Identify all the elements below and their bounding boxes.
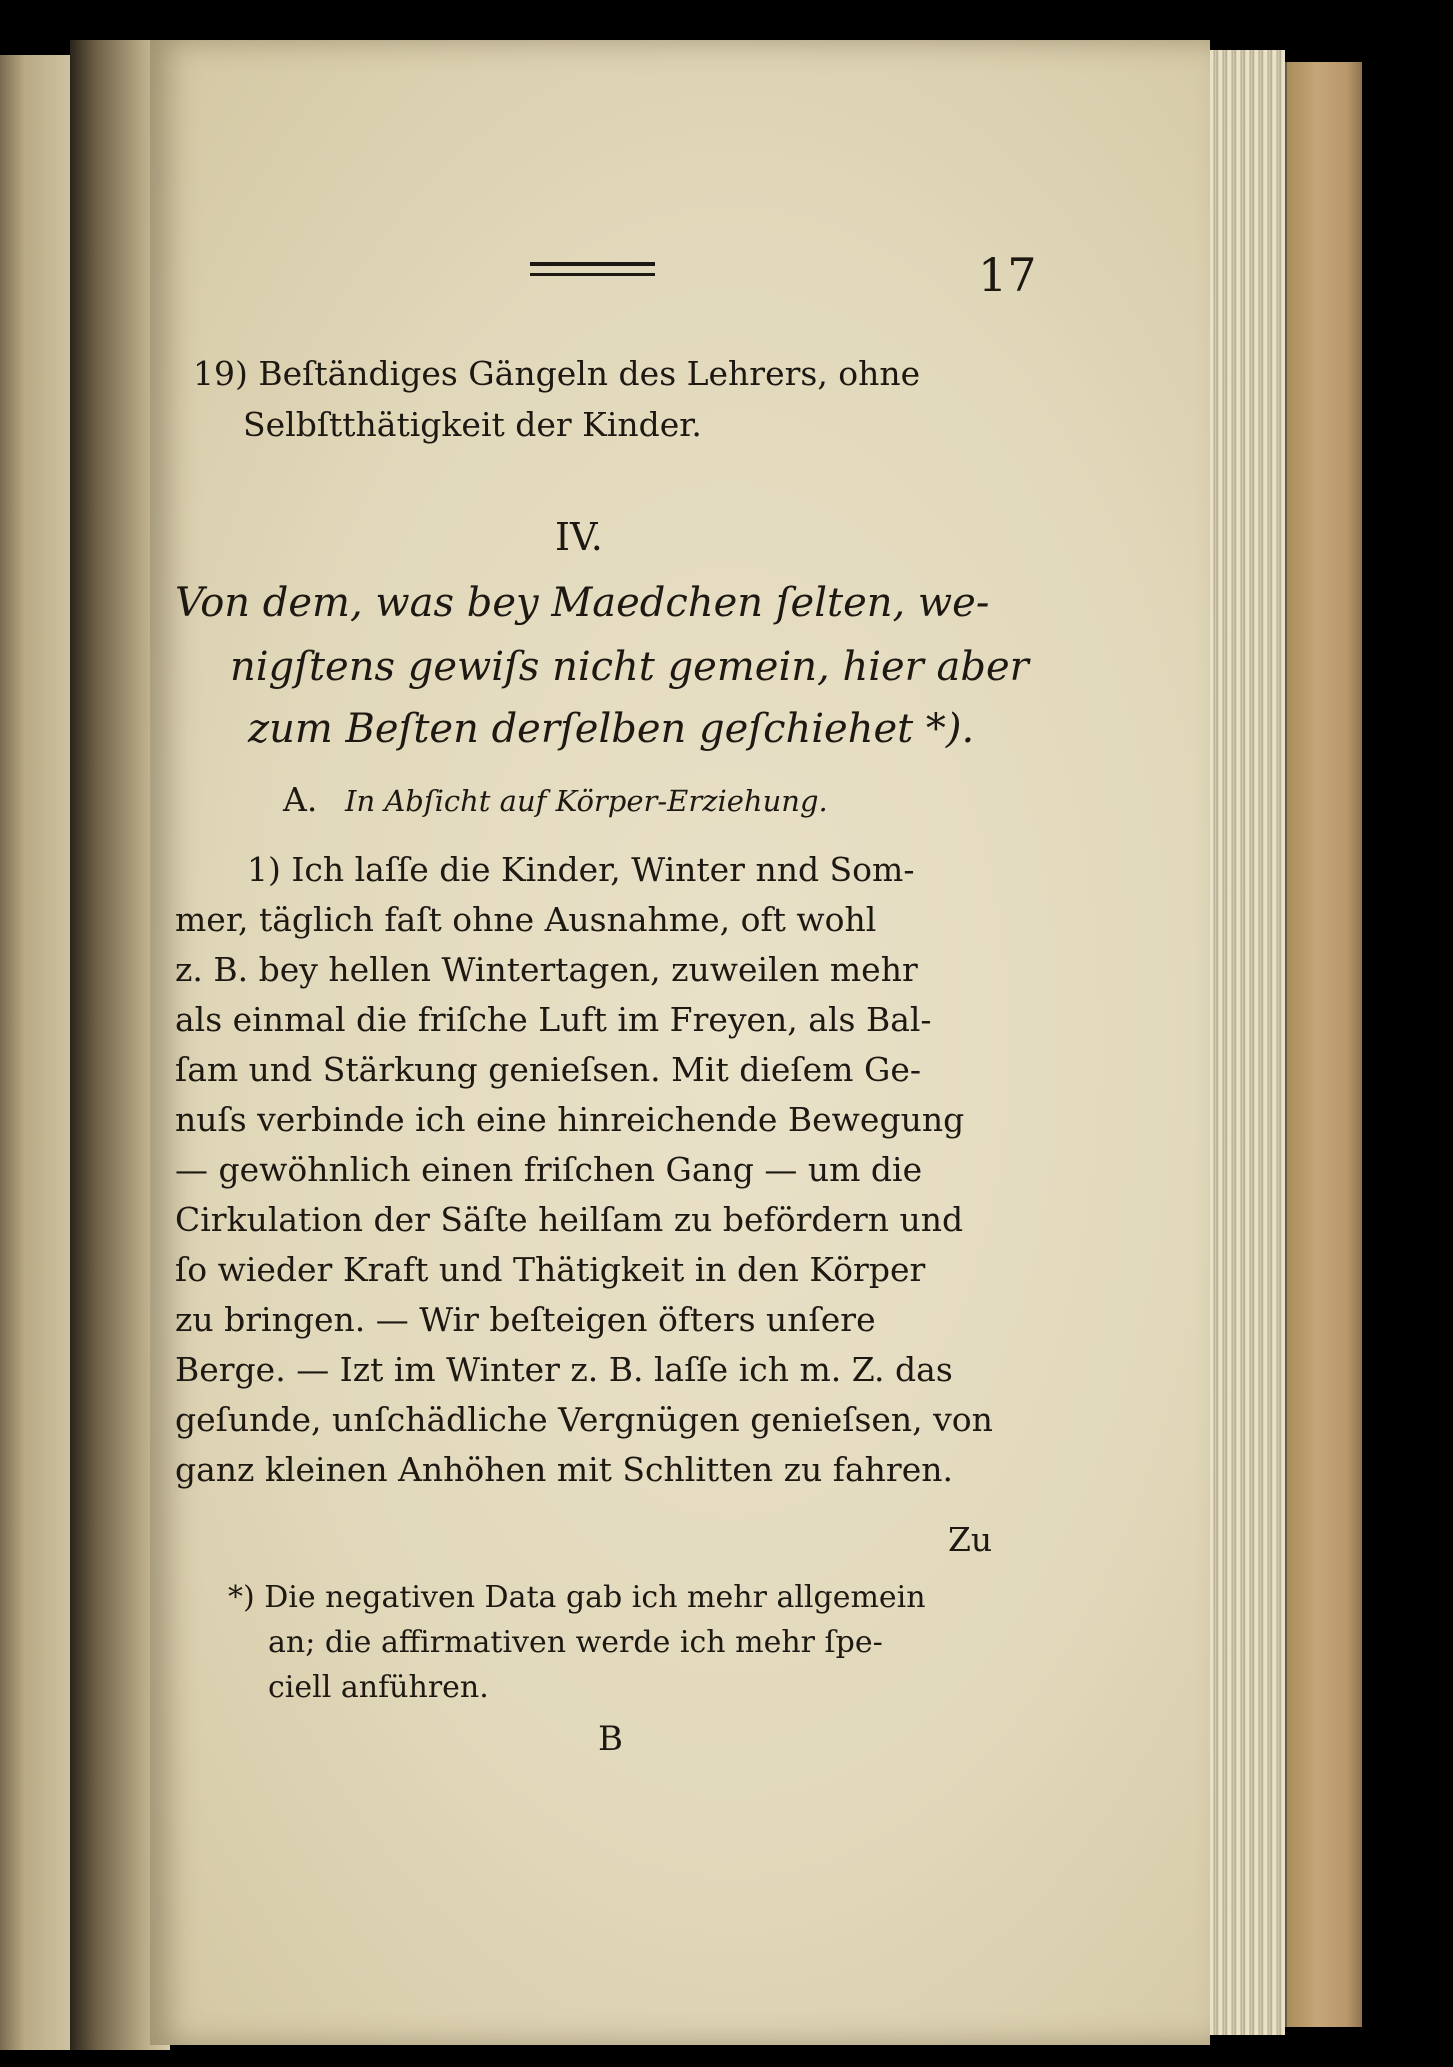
left-facing-page [0, 55, 72, 2050]
page-number: 17 [978, 248, 1037, 302]
section-title-line-3: zum Beſten derſelben geſchiehet *). [248, 706, 975, 752]
signature-mark: B [598, 1719, 623, 1759]
paragraph-line-2: mer, täglich faſt ohne Ausnahme, oft wohl [175, 900, 877, 939]
section-title-line-1: Von dem, was bey Maedchen ſelten, we- [175, 580, 990, 626]
paragraph-line-13: ganz kleinen Anhöhen mit Schlitten zu fahren. [175, 1450, 953, 1489]
subheading-letter: A. [283, 780, 318, 819]
subheading: In Abſicht auf Körper-Erziehung. [345, 784, 828, 818]
paragraph-line-10: zu bringen. — Wir beſteigen öfters unſere [175, 1300, 876, 1339]
item-19-line-2: Selbſtthätigkeit der Kinder. [243, 405, 702, 444]
footnote-line-1: *) Die negativen Data gab ich mehr allgemein [228, 1580, 926, 1615]
paragraph-line-3: z. B. bey hellen Wintertagen, zuweilen mehr [175, 950, 918, 989]
paragraph-line-4: als einmal die friſche Luft im Freyen, als Bal- [175, 1000, 932, 1039]
item-19-line-1: 19) Beſtändiges Gängeln des Lehrers, ohne [193, 354, 921, 393]
paragraph-line-6: nuſs verbinde ich eine hinreichende Bewegung [175, 1100, 965, 1139]
paragraph-line-1: 1) Ich laſſe die Kinder, Winter nnd Som- [247, 850, 915, 889]
footnote-line-3: ciell anführen. [268, 1670, 489, 1705]
paragraph-line-7: — gewöhnlich einen friſchen Gang — um die [175, 1150, 923, 1189]
paragraph-line-9: ſo wieder Kraft und Thätigkeit in den Körper [175, 1250, 926, 1289]
paragraph-line-11: Berge. — Izt im Winter z. B. laſſe ich m. Z. das [175, 1350, 953, 1389]
page-edges [1210, 50, 1285, 2035]
footnote-line-2: an; die affirmativen werde ich mehr ſpe- [268, 1625, 883, 1660]
paragraph-line-8: Cirkulation der Säſte heilſam zu befördern und [175, 1200, 964, 1239]
book-page [150, 40, 1210, 2045]
section-numeral: IV. [555, 515, 603, 559]
catchword: Zu [948, 1520, 993, 1559]
paragraph-line-5: ſam und Stärkung genieſsen. Mit dieſem Ge- [175, 1050, 921, 1089]
paragraph-line-12: geſunde, unſchädliche Vergnügen genieſsen, von [175, 1400, 993, 1439]
section-title-line-2: nigſtens gewiſs nicht gemein, hier aber [230, 644, 1029, 690]
book-cover-edge [1285, 62, 1362, 2027]
header-rule [530, 262, 655, 276]
